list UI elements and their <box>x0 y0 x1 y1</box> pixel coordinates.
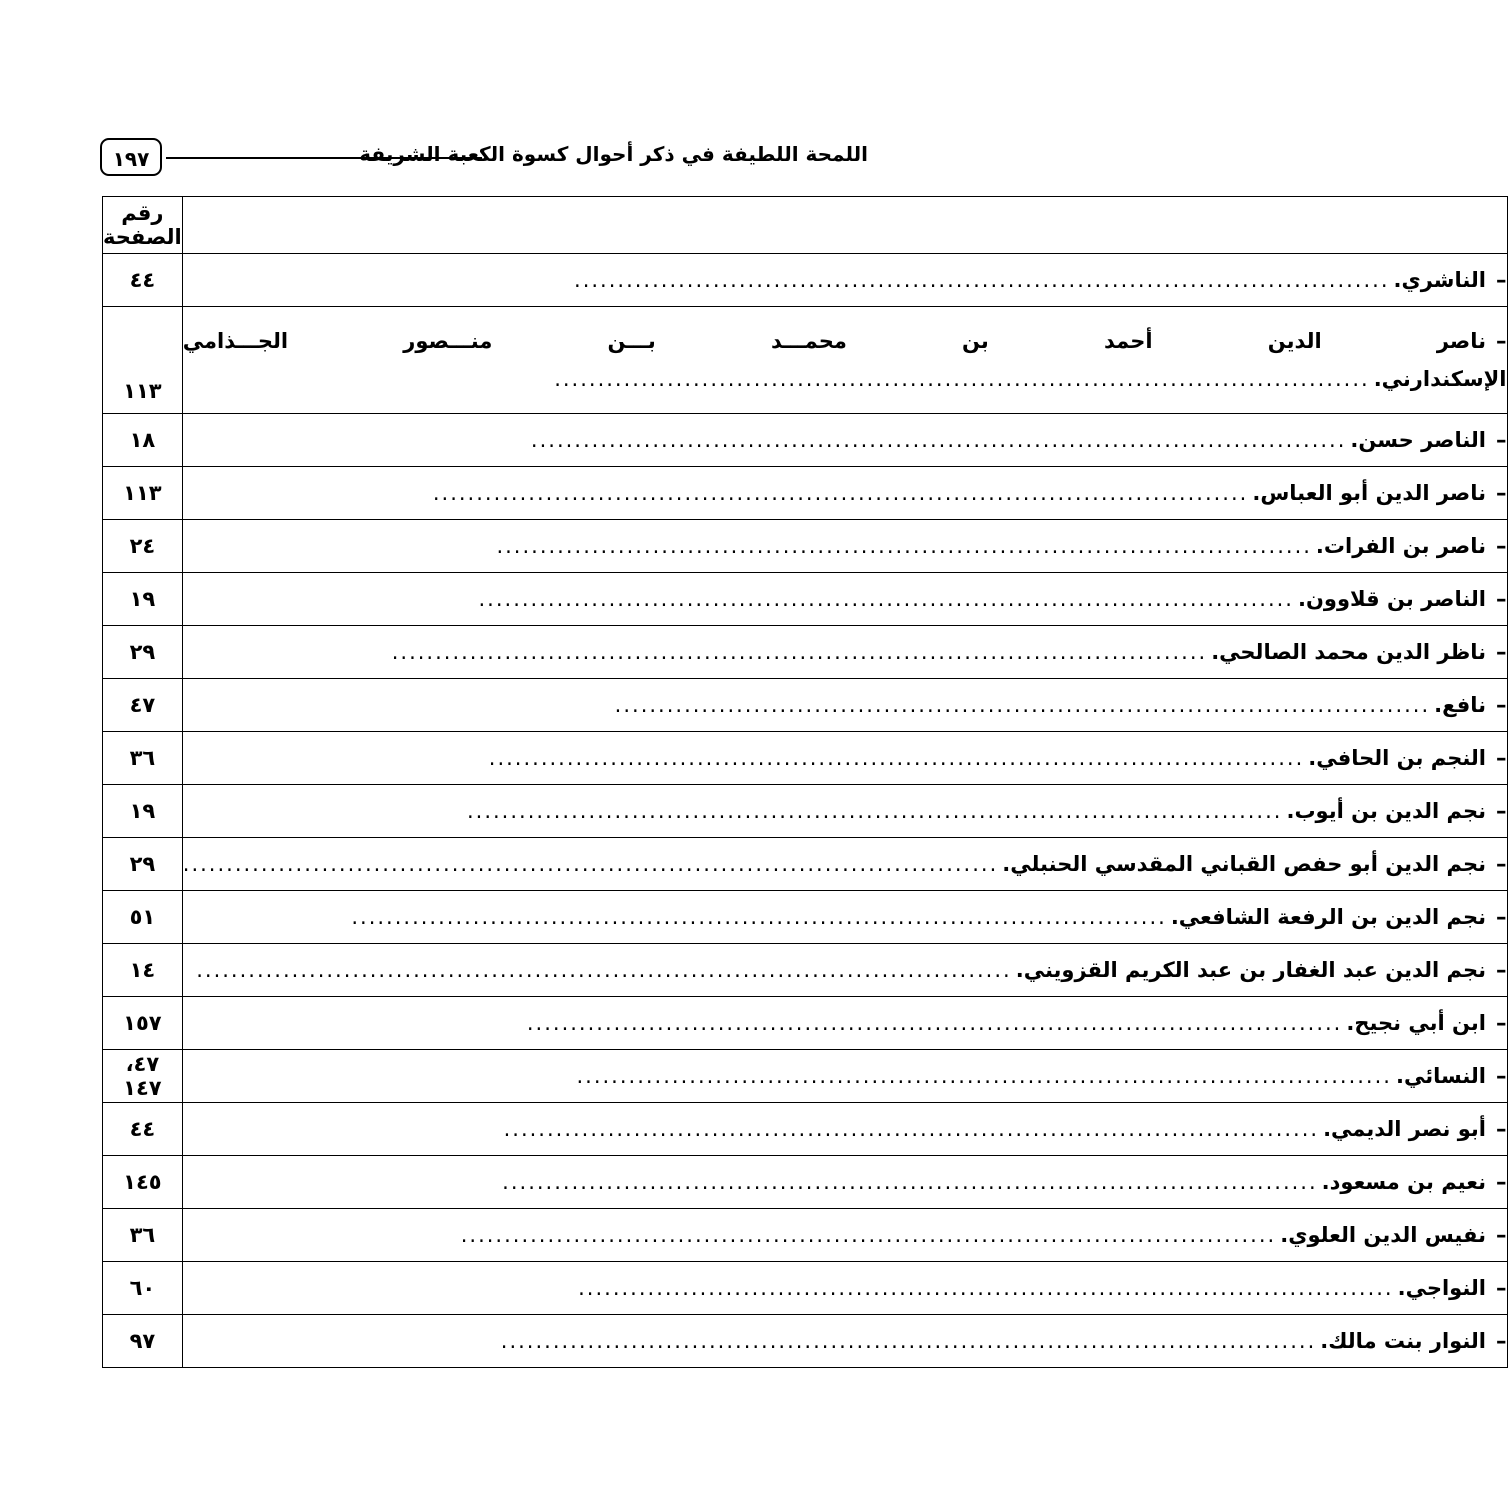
entry-name-cell <box>182 785 1507 838</box>
page-reference: ٣٦ <box>103 732 183 785</box>
page-header <box>100 138 868 182</box>
entry-name: الناصر حسن. <box>1350 428 1486 452</box>
entry-dash: – <box>1496 799 1507 823</box>
dot-leader: .............................................................................................. <box>576 1064 1392 1088</box>
entry-name: نجم الدين عبد الغفار بن عبد الكريم القزويني. <box>1015 958 1486 982</box>
dot-leader: .............................................................................................. <box>554 367 1370 391</box>
entry-name-cell <box>182 520 1507 573</box>
entry-dash: – <box>1496 640 1507 664</box>
entry-name: الناصر بن قلاوون. <box>1297 587 1486 611</box>
entry-name: نفيس الدين العلوي. <box>1280 1223 1486 1247</box>
book-title: اللمحة اللطيفة في ذكر أحوال كسوة الكعبة الشريفة <box>359 142 868 166</box>
table-row <box>103 573 1508 626</box>
dot-leader: .............................................................................................. <box>526 1011 1343 1035</box>
entry-name-cell <box>182 254 1507 307</box>
dot-leader: .............................................................................................. <box>530 428 1347 452</box>
dot-leader: .............................................................................................. <box>466 799 1283 823</box>
entry-line <box>183 958 1507 982</box>
entry-name-cell <box>182 838 1507 891</box>
page-reference: ٩٧ <box>103 1315 183 1368</box>
entry-dash: – <box>1496 746 1507 770</box>
table-row <box>103 944 1508 997</box>
table-row <box>103 626 1508 679</box>
page-reference: ٢٤ <box>103 520 183 573</box>
entry-dash: – <box>1496 1170 1507 1194</box>
entry-line <box>183 1064 1507 1088</box>
dot-leader: .............................................................................................. <box>574 268 1390 292</box>
entry-line <box>183 268 1507 292</box>
entry-dash: – <box>1496 428 1507 452</box>
entry-name: النجم بن الحافي. <box>1308 746 1486 770</box>
entry-name: نجم الدين بن أيوب. <box>1286 799 1486 823</box>
entry-name-line1: ناصر الدين أحمد بن محمـــد بـــن منـــصور الجـــذامي <box>182 329 1486 353</box>
entry-name: ناصر بن الفرات. <box>1315 534 1486 558</box>
page-reference: ١٩ <box>103 785 183 838</box>
dot-leader: .............................................................................................. <box>500 1329 1317 1353</box>
table-row <box>103 520 1508 573</box>
page-reference: ١٤٥ <box>103 1156 183 1209</box>
page-reference: ٣٦ <box>103 1209 183 1262</box>
table-row <box>103 785 1508 838</box>
entry-name: ناصر الدين أبو العباس. <box>1252 481 1486 505</box>
entry-name-cell <box>182 944 1507 997</box>
table-row <box>103 1103 1508 1156</box>
header-rule <box>166 157 482 159</box>
dot-leader: .............................................................................................. <box>488 746 1305 770</box>
table-row <box>103 1156 1508 1209</box>
entry-name: النوار بنت مالك. <box>1320 1329 1486 1353</box>
page-number-box: ١٩٧ <box>100 138 162 176</box>
dot-leader: .............................................................................................. <box>614 693 1431 717</box>
entry-line <box>183 1276 1507 1300</box>
dot-leader: .............................................................................................. <box>478 587 1294 611</box>
dot-leader: .............................................................................................. <box>351 905 1167 929</box>
dot-leader: .............................................................................................. <box>391 640 1208 664</box>
name-column-header <box>182 197 1507 254</box>
page-reference: ٢٩ <box>103 626 183 679</box>
entry-first-line <box>183 329 1507 353</box>
entry-name-cell <box>182 467 1507 520</box>
dot-leader: .............................................................................................. <box>460 1223 1277 1247</box>
entry-name-cell <box>182 307 1507 414</box>
entry-name-cell <box>182 414 1507 467</box>
entry-name: نجم الدين بن الرفعة الشافعي. <box>1170 905 1486 929</box>
entry-name: الإسكندارني. <box>1373 367 1507 391</box>
entry-name-cell <box>182 1103 1507 1156</box>
entry-dash: – <box>1496 1117 1507 1141</box>
entry-dash: – <box>1496 958 1507 982</box>
page-reference: ٥١ <box>103 891 183 944</box>
entry-dash: – <box>1496 693 1507 717</box>
table-row <box>103 414 1508 467</box>
entry-line <box>183 534 1507 558</box>
entry-line <box>183 1223 1507 1247</box>
entry-line <box>183 746 1507 770</box>
entry-name-cell <box>182 1262 1507 1315</box>
dot-leader: .............................................................................................. <box>496 534 1312 558</box>
table-row <box>103 1262 1508 1315</box>
entry-dash: – <box>1496 587 1507 611</box>
entry-dash: – <box>1496 329 1507 353</box>
entry-name-cell <box>182 679 1507 732</box>
dot-leader: .............................................................................................. <box>182 852 999 876</box>
page-reference: ٤٧، ١٤٧ <box>103 1050 183 1103</box>
entry-line <box>183 587 1507 611</box>
entry-line <box>183 481 1507 505</box>
table-row <box>103 307 1508 414</box>
entry-name-cell <box>182 1315 1507 1368</box>
table-row <box>103 838 1508 891</box>
table-row <box>103 1209 1508 1262</box>
table-row <box>103 891 1508 944</box>
page-reference: ١١٣ <box>103 467 183 520</box>
entry-line <box>183 905 1507 929</box>
dot-leader: .............................................................................................. <box>432 481 1249 505</box>
entry-line <box>183 367 1507 391</box>
entry-line <box>183 852 1507 876</box>
entry-name: ناظر الدين محمد الصالحي. <box>1211 640 1486 664</box>
entry-name: أبو نصر الديمي. <box>1323 1117 1486 1141</box>
entry-name-cell <box>182 573 1507 626</box>
entry-dash: – <box>1496 534 1507 558</box>
entry-name-cell <box>182 891 1507 944</box>
table-row <box>103 997 1508 1050</box>
table-row <box>103 1050 1508 1103</box>
dot-leader: .............................................................................................. <box>196 958 1012 982</box>
entry-name: نعيم بن مسعود. <box>1321 1170 1486 1194</box>
entry-dash: – <box>1496 905 1507 929</box>
page-reference: ٢٩ <box>103 838 183 891</box>
entry-dash: – <box>1496 852 1507 876</box>
dot-leader: .............................................................................................. <box>502 1170 1318 1194</box>
table-row <box>103 679 1508 732</box>
entry-line <box>183 428 1507 452</box>
entry-name-cell <box>182 1209 1507 1262</box>
entry-name: الناشري. <box>1393 268 1486 292</box>
page-reference: ١١٣ <box>103 307 183 414</box>
entry-name: نجم الدين أبو حفص القباني المقدسي الحنبلي. <box>1002 852 1486 876</box>
entry-name-cell <box>182 1050 1507 1103</box>
table-row <box>103 254 1508 307</box>
table-row <box>103 732 1508 785</box>
entry-line <box>183 1329 1507 1353</box>
page-column-header: رقم الصفحة <box>103 197 183 254</box>
page-reference: ١٨ <box>103 414 183 467</box>
page-reference: ٤٧ <box>103 679 183 732</box>
dot-leader: .............................................................................................. <box>578 1276 1394 1300</box>
dot-leader: .............................................................................................. <box>503 1117 1320 1141</box>
page-reference: ١٩ <box>103 573 183 626</box>
entry-name-cell <box>182 997 1507 1050</box>
entry-dash: – <box>1496 1223 1507 1247</box>
entry-line <box>183 640 1507 664</box>
entry-dash: – <box>1496 1276 1507 1300</box>
table-row <box>103 1315 1508 1368</box>
table-row <box>103 467 1508 520</box>
page-reference: ٦٠ <box>103 1262 183 1315</box>
entry-dash: – <box>1496 481 1507 505</box>
page-reference: ٤٤ <box>103 1103 183 1156</box>
entry-line <box>183 1011 1507 1035</box>
entry-line <box>183 799 1507 823</box>
page-reference: ٤٤ <box>103 254 183 307</box>
entry-dash: – <box>1496 1064 1507 1088</box>
entry-name: ابن أبي نجيح. <box>1346 1011 1486 1035</box>
table-header-row <box>103 197 1508 254</box>
index-table <box>102 196 1508 1368</box>
entry-dash: – <box>1496 1011 1507 1035</box>
entry-name: نافع. <box>1434 693 1486 717</box>
entry-name-cell <box>182 732 1507 785</box>
entry-name: النواجي. <box>1397 1276 1486 1300</box>
entry-dash: – <box>1496 1329 1507 1353</box>
page-reference: ١٤ <box>103 944 183 997</box>
entry-name: النسائي. <box>1395 1064 1486 1088</box>
page-reference: ١٥٧ <box>103 997 183 1050</box>
entry-name-cell <box>182 626 1507 679</box>
entry-line <box>183 693 1507 717</box>
entry-line <box>183 1170 1507 1194</box>
entry-name-cell <box>182 1156 1507 1209</box>
entry-dash: – <box>1496 268 1507 292</box>
entry-line <box>183 1117 1507 1141</box>
